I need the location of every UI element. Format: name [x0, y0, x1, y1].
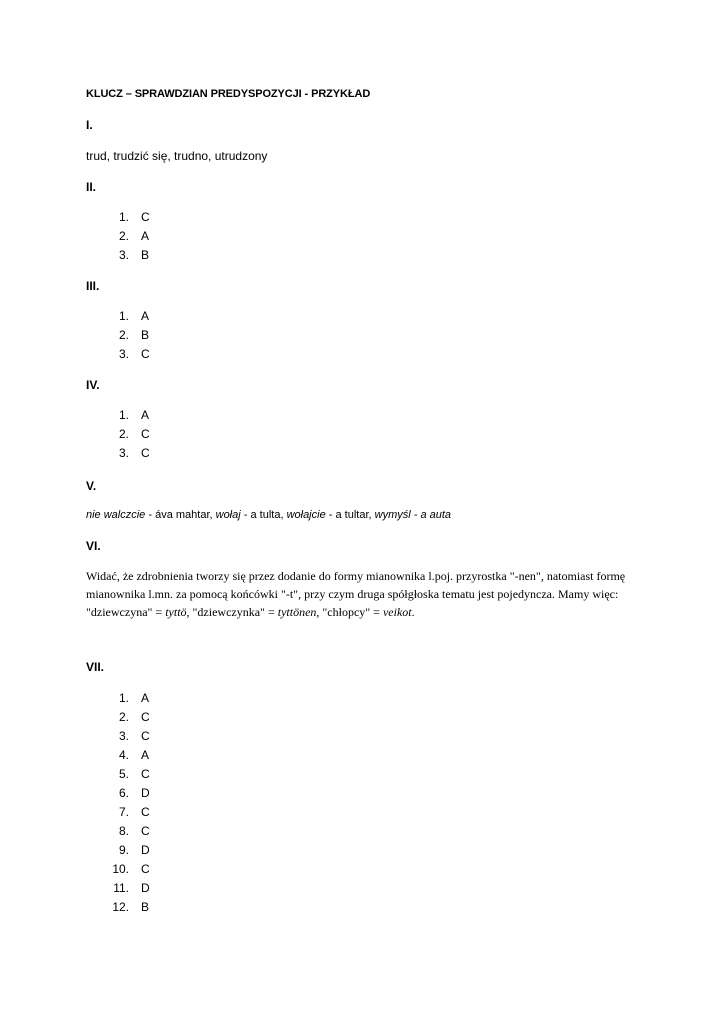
item-answer: A — [141, 309, 150, 323]
item-number: 2. — [118, 328, 129, 342]
item-number: 7. — [118, 805, 129, 819]
section-heading-3: III. — [86, 279, 100, 293]
item-number: 3. — [118, 248, 129, 262]
item-number: 1. — [118, 309, 129, 323]
item-number: 1. — [118, 691, 129, 705]
item-answer: A — [141, 229, 150, 243]
text-run: "chłopcy" = — [319, 605, 383, 619]
list-item — [104, 406, 150, 425]
item-number: 1. — [118, 408, 129, 422]
item-number: 6. — [118, 786, 129, 800]
list-item — [104, 208, 150, 227]
item-number: 2. — [118, 710, 129, 724]
section-6-line-2: mianownika l.mn. za pomocą końcówki "-t", przy czym druga spółgłoska tematu jest pojedyncza. Mamy więc: — [86, 587, 619, 601]
list-item — [104, 227, 150, 246]
item-answer: C — [141, 824, 150, 838]
item-answer: B — [141, 900, 150, 914]
item-number: 3. — [118, 446, 129, 460]
text-run: veikot — [382, 605, 412, 619]
page-title: KLUCZ – SPRAWDZIAN PREDYSPOZYCJI - PRZYKŁAD — [86, 88, 371, 100]
text-run: . — [411, 605, 415, 619]
item-number: 8. — [118, 824, 129, 838]
list-item — [104, 860, 150, 879]
section-heading-4: IV. — [86, 378, 100, 392]
answer-list-3 — [104, 307, 150, 364]
text-run: tyttönen, — [277, 605, 320, 619]
item-answer: B — [141, 248, 150, 262]
list-item — [104, 803, 150, 822]
list-item — [104, 246, 150, 265]
text-run: - áva mahtar, — [145, 509, 216, 521]
text-run: wołajcie — [286, 509, 326, 521]
item-number: 1. — [118, 210, 129, 224]
item-number: 3. — [118, 729, 129, 743]
item-answer: D — [141, 881, 150, 895]
item-answer: C — [141, 729, 150, 743]
section-5-text — [86, 509, 451, 521]
item-answer: A — [141, 748, 150, 762]
list-item — [104, 444, 150, 463]
answer-list-7 — [104, 689, 150, 917]
list-item — [104, 898, 150, 917]
list-item — [104, 689, 150, 708]
item-number: 10. — [112, 862, 129, 876]
item-answer: C — [141, 862, 150, 876]
item-answer: C — [141, 347, 150, 361]
text-run: "dziewczyna" = — [86, 605, 166, 619]
item-number: 2. — [118, 427, 129, 441]
list-item — [104, 326, 150, 345]
list-item — [104, 425, 150, 444]
section-heading-7: VII. — [86, 660, 105, 674]
text-run: , "dziewczynka" = — [186, 605, 278, 619]
text-run: wymyśl - a auta — [374, 509, 452, 521]
answer-list-4 — [104, 406, 150, 463]
list-item — [104, 727, 150, 746]
section-6-paragraph — [86, 567, 646, 621]
item-answer: C — [141, 805, 150, 819]
item-answer: C — [141, 446, 150, 460]
list-item — [104, 307, 150, 326]
item-number: 4. — [118, 748, 129, 762]
item-answer: C — [141, 767, 150, 781]
section-heading-1: I. — [86, 118, 93, 132]
section-heading-5: V. — [86, 479, 97, 493]
text-run: wołaj — [215, 509, 241, 521]
list-item — [104, 345, 150, 364]
item-answer: A — [141, 408, 150, 422]
list-item — [104, 784, 150, 803]
item-answer: C — [141, 427, 150, 441]
item-answer: C — [141, 710, 150, 724]
list-item — [104, 841, 150, 860]
list-item — [104, 879, 150, 898]
section-6-line-1: Widać, że zdrobnienia tworzy się przez dodanie do formy mianownika l.poj. przyrostka "-nen", natomiast formę — [86, 569, 626, 583]
answer-list-2 — [104, 208, 150, 265]
list-item — [104, 746, 150, 765]
list-item — [104, 822, 150, 841]
item-number: 3. — [118, 347, 129, 361]
section-6-line-3 — [86, 603, 646, 621]
section-heading-2: II. — [86, 180, 97, 194]
section-heading-6: VI. — [86, 539, 101, 553]
item-number: 9. — [118, 843, 129, 857]
item-answer: A — [141, 691, 150, 705]
item-answer: D — [141, 843, 150, 857]
section-1-text: trud, trudzić się, trudno, utrudzony — [86, 149, 268, 163]
text-run: nie walczcie — [86, 509, 146, 521]
item-number: 12. — [112, 900, 129, 914]
list-item — [104, 708, 150, 727]
text-run: tyttö — [165, 605, 187, 619]
item-number: 5. — [118, 767, 129, 781]
item-number: 2. — [118, 229, 129, 243]
item-answer: D — [141, 786, 150, 800]
item-number: 11. — [113, 881, 129, 895]
item-answer: B — [141, 328, 150, 342]
list-item — [104, 765, 150, 784]
item-answer: C — [141, 210, 150, 224]
text-run: - a tultar, — [325, 509, 375, 521]
text-run: - a tulta, — [240, 509, 287, 521]
